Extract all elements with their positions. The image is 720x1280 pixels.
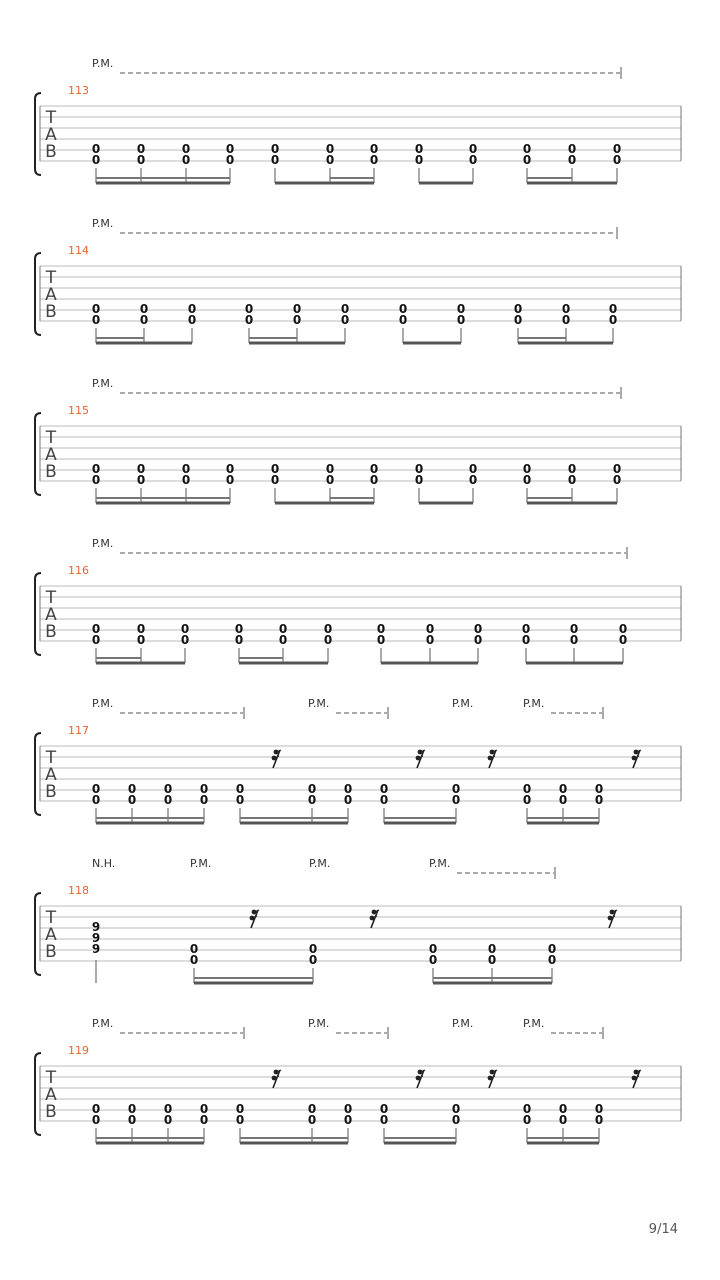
fret-number: 0 [308, 953, 318, 967]
fret-number: 0 [189, 942, 199, 956]
fret-number: 0 [558, 782, 568, 796]
fret-number: 0 [567, 142, 577, 156]
tab-clef-letter: A [45, 125, 57, 145]
fret-number: 0 [468, 473, 478, 487]
fret-number: 0 [451, 782, 461, 796]
fret-number: 0 [379, 1113, 389, 1127]
technique-label: P.M. [308, 1017, 330, 1030]
fret-number: 0 [91, 793, 101, 807]
fret-number: 0 [398, 302, 408, 316]
fret-number: 0 [468, 142, 478, 156]
fret-number: 0 [187, 302, 197, 316]
fret-number: 0 [594, 1113, 604, 1127]
fret-number: 0 [594, 1102, 604, 1116]
fret-number: 0 [369, 153, 379, 167]
fret-number: 0 [163, 793, 173, 807]
technique-label: P.M. [92, 217, 114, 230]
fret-number: 0 [522, 153, 532, 167]
measure-number: 118 [68, 884, 89, 897]
fret-number: 0 [325, 473, 335, 487]
fret-number: 0 [136, 622, 146, 636]
tab-system [35, 377, 681, 503]
fret-number: 0 [522, 793, 532, 807]
fret-number: 0 [608, 302, 618, 316]
fret-number: 0 [522, 782, 532, 796]
fret-number: 0 [136, 633, 146, 647]
fret-number: 0 [340, 302, 350, 316]
measure-number: 115 [68, 404, 89, 417]
fret-number: 0 [376, 633, 386, 647]
tab-clef-letter: A [45, 765, 57, 785]
fret-number: 0 [379, 793, 389, 807]
fret-number: 0 [608, 313, 618, 327]
technique-label: P.M. [92, 697, 114, 710]
tab-system [35, 697, 681, 823]
fret-number: 0 [323, 622, 333, 636]
measure-number: 119 [68, 1044, 89, 1057]
fret-number: 0 [91, 302, 101, 316]
fret-number: 0 [376, 622, 386, 636]
fret-number: 0 [235, 793, 245, 807]
fret-number: 0 [181, 473, 191, 487]
fret-number: 0 [612, 142, 622, 156]
fret-number: 0 [307, 793, 317, 807]
fret-number: 0 [91, 313, 101, 327]
tab-clef-letter: B [45, 942, 57, 962]
fret-number: 0 [343, 1102, 353, 1116]
fret-number: 0 [189, 953, 199, 967]
fret-number: 0 [428, 942, 438, 956]
technique-label: P.M. [309, 857, 331, 870]
fret-number: 0 [91, 1102, 101, 1116]
fret-number: 0 [561, 302, 571, 316]
fret-number: 0 [136, 473, 146, 487]
fret-number: 0 [612, 462, 622, 476]
fret-number: 0 [225, 142, 235, 156]
fret-number: 0 [136, 462, 146, 476]
fret-number: 0 [618, 633, 628, 647]
fret-number: 0 [473, 633, 483, 647]
fret-number: 0 [235, 1113, 245, 1127]
fret-number: 0 [398, 313, 408, 327]
technique-label: P.M. [452, 697, 474, 710]
tab-clef-letter: B [45, 142, 57, 162]
tab-clef-letter: T [45, 428, 57, 448]
fret-number: 0 [468, 462, 478, 476]
fret-number: 0 [136, 153, 146, 167]
fret-number: 0 [369, 473, 379, 487]
fret-number: 0 [414, 473, 424, 487]
fret-number: 0 [199, 1102, 209, 1116]
fret-number: 0 [522, 462, 532, 476]
fret-number: 0 [307, 1102, 317, 1116]
fret-number: 0 [307, 1113, 317, 1127]
fret-number: 0 [487, 942, 497, 956]
fret-number: 0 [127, 1102, 137, 1116]
fret-number: 0 [569, 622, 579, 636]
technique-label: P.M. [92, 57, 114, 70]
fret-number: 0 [567, 473, 577, 487]
fret-number: 0 [594, 793, 604, 807]
fret-number: 0 [278, 633, 288, 647]
fret-number: 0 [425, 622, 435, 636]
fret-number: 0 [199, 782, 209, 796]
fret-number: 0 [522, 1102, 532, 1116]
technique-label: P.M. [429, 857, 451, 870]
fret-number: 0 [513, 313, 523, 327]
technique-label: N.H. [92, 857, 116, 870]
tab-clef-letter: T [45, 908, 57, 928]
fret-number: 0 [612, 153, 622, 167]
fret-number: 0 [163, 1113, 173, 1127]
fret-number: 0 [558, 1102, 568, 1116]
fret-number: 0 [292, 302, 302, 316]
technique-label: P.M. [92, 377, 114, 390]
fret-number: 0 [561, 313, 571, 327]
tab-clef-letter: T [45, 1068, 57, 1088]
fret-number: 0 [91, 142, 101, 156]
tab-clef-letter: A [45, 925, 57, 945]
fret-number: 0 [199, 1113, 209, 1127]
fret-number: 0 [136, 142, 146, 156]
fret-number: 0 [234, 622, 244, 636]
fret-number: 0 [139, 313, 149, 327]
fret-number: 0 [325, 153, 335, 167]
fret-number: 0 [270, 473, 280, 487]
technique-label: P.M. [92, 1017, 114, 1030]
fret-number: 0 [127, 782, 137, 796]
tab-clef-letter: B [45, 302, 57, 322]
fret-number: 0 [379, 782, 389, 796]
fret-number: 0 [244, 313, 254, 327]
fret-number: 0 [558, 1113, 568, 1127]
measure-number: 117 [68, 724, 89, 737]
technique-label: P.M. [190, 857, 212, 870]
fret-number: 0 [181, 153, 191, 167]
tab-system [35, 857, 681, 983]
technique-label: P.M. [92, 537, 114, 550]
technique-label: P.M. [452, 1017, 474, 1030]
fret-number: 0 [307, 782, 317, 796]
fret-number: 0 [369, 462, 379, 476]
tab-clef-letter: B [45, 1102, 57, 1122]
tab-clef-letter: T [45, 268, 57, 288]
fret-number: 0 [425, 633, 435, 647]
tab-system [35, 537, 681, 663]
fret-number: 0 [414, 153, 424, 167]
fret-number: 0 [522, 473, 532, 487]
fret-number: 0 [225, 153, 235, 167]
page-number: 9/14 [648, 1222, 678, 1237]
fret-number: 0 [308, 942, 318, 956]
fret-number: 0 [235, 782, 245, 796]
tab-clef-letter: A [45, 605, 57, 625]
fret-number: 0 [235, 1102, 245, 1116]
fret-number: 9 [91, 942, 101, 956]
fret-number: 0 [91, 473, 101, 487]
fret-number: 0 [199, 793, 209, 807]
fret-number: 0 [234, 633, 244, 647]
technique-label: P.M. [523, 697, 545, 710]
fret-number: 0 [270, 142, 280, 156]
fret-number: 0 [379, 1102, 389, 1116]
fret-number: 0 [522, 1113, 532, 1127]
fret-number: 0 [343, 1113, 353, 1127]
tab-clef-letter: A [45, 1085, 57, 1105]
fret-number: 0 [91, 153, 101, 167]
fret-number: 0 [340, 313, 350, 327]
tab-clef-letter: B [45, 462, 57, 482]
fret-number: 0 [521, 622, 531, 636]
fret-number: 0 [522, 142, 532, 156]
tab-system [35, 217, 681, 343]
fret-number: 0 [487, 953, 497, 967]
fret-number: 0 [127, 1113, 137, 1127]
fret-number: 9 [91, 920, 101, 934]
fret-number: 0 [225, 473, 235, 487]
fret-number: 0 [451, 1113, 461, 1127]
technique-label: P.M. [523, 1017, 545, 1030]
fret-number: 0 [91, 1113, 101, 1127]
fret-number: 0 [451, 1102, 461, 1116]
fret-number: 0 [558, 793, 568, 807]
tab-clef-letter: A [45, 445, 57, 465]
fret-number: 0 [225, 462, 235, 476]
fret-number: 0 [343, 782, 353, 796]
fret-number: 0 [91, 462, 101, 476]
fret-number: 0 [513, 302, 523, 316]
fret-number: 0 [91, 622, 101, 636]
fret-number: 0 [414, 462, 424, 476]
fret-number: 0 [278, 622, 288, 636]
tab-clef-letter: A [45, 285, 57, 305]
tab-clef-letter: B [45, 782, 57, 802]
fret-number: 0 [473, 622, 483, 636]
fret-number: 9 [91, 931, 101, 945]
fret-number: 0 [325, 462, 335, 476]
fret-number: 0 [270, 153, 280, 167]
fret-number: 0 [547, 953, 557, 967]
fret-number: 0 [163, 782, 173, 796]
tab-system [35, 57, 681, 183]
fret-number: 0 [547, 942, 557, 956]
fret-number: 0 [180, 633, 190, 647]
fret-number: 0 [569, 633, 579, 647]
measure-number: 116 [68, 564, 89, 577]
fret-number: 0 [451, 793, 461, 807]
fret-number: 0 [187, 313, 197, 327]
fret-number: 0 [292, 313, 302, 327]
fret-number: 0 [618, 622, 628, 636]
tab-clef-letter: B [45, 622, 57, 642]
fret-number: 0 [521, 633, 531, 647]
technique-label: P.M. [308, 697, 330, 710]
fret-number: 0 [91, 633, 101, 647]
fret-number: 0 [181, 462, 191, 476]
fret-number: 0 [91, 782, 101, 796]
fret-number: 0 [567, 462, 577, 476]
fret-number: 0 [468, 153, 478, 167]
fret-number: 0 [343, 793, 353, 807]
fret-number: 0 [127, 793, 137, 807]
fret-number: 0 [594, 782, 604, 796]
tab-system [35, 1017, 681, 1143]
tab-clef-letter: T [45, 108, 57, 128]
tab-clef-letter: T [45, 748, 57, 768]
fret-number: 0 [180, 622, 190, 636]
fret-number: 0 [139, 302, 149, 316]
measure-number: 114 [68, 244, 89, 257]
fret-number: 0 [323, 633, 333, 647]
tab-clef-letter: T [45, 588, 57, 608]
fret-number: 0 [369, 142, 379, 156]
fret-number: 0 [414, 142, 424, 156]
fret-number: 0 [567, 153, 577, 167]
fret-number: 0 [163, 1102, 173, 1116]
fret-number: 0 [270, 462, 280, 476]
fret-number: 0 [456, 313, 466, 327]
fret-number: 0 [612, 473, 622, 487]
fret-number: 0 [181, 142, 191, 156]
measure-number: 113 [68, 84, 89, 97]
fret-number: 0 [456, 302, 466, 316]
fret-number: 0 [325, 142, 335, 156]
fret-number: 0 [428, 953, 438, 967]
fret-number: 0 [244, 302, 254, 316]
